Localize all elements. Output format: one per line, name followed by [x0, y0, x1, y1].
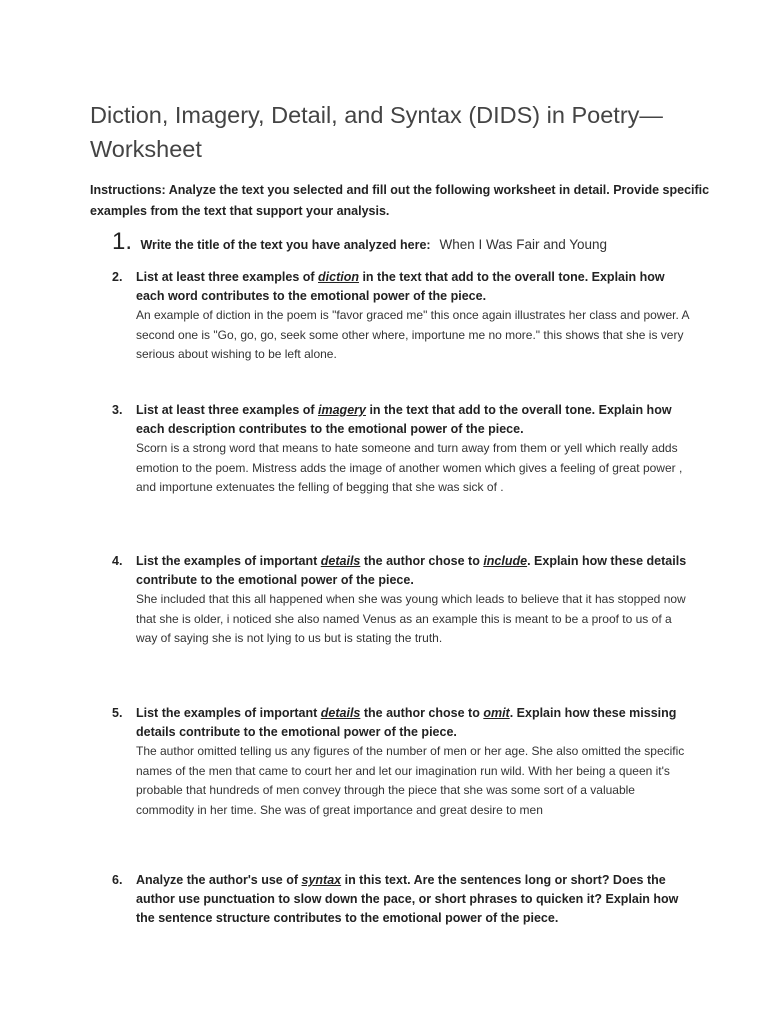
- prompt-text: the author chose to: [360, 706, 484, 720]
- question-2: [112, 268, 692, 365]
- question-number: 3.: [112, 403, 123, 417]
- question-1: [112, 228, 732, 256]
- term-diction: diction: [318, 270, 359, 284]
- prompt-text: List at least three examples of: [136, 403, 319, 417]
- prompt-text: in the text that add to the overall tone. Explain how each description contributes to the emotional power of the piece.: [136, 403, 672, 436]
- term-include: include: [483, 554, 528, 568]
- prompt-text: . Explain how these missing details contribute to the emotional power of the piece.: [136, 706, 677, 739]
- question-3: [112, 401, 692, 498]
- prompt-text: List at least three examples of: [136, 270, 319, 284]
- answer-text: Scorn is a strong word that means to hate someone and turn away from them or yell which really adds emotion to the poem. Mistress adds the image of another women which gives a feeling of great power , and importune extenuates the felling of begging that she was sick of .: [136, 441, 683, 494]
- question-prompt: [136, 704, 692, 742]
- question-6: [112, 871, 692, 928]
- question-5: [112, 704, 692, 820]
- prompt-text: List the examples of important: [136, 706, 321, 720]
- answer-text: When I Was Fair and Young: [439, 237, 608, 252]
- prompt-text: List the examples of important: [136, 554, 321, 568]
- term-imagery: imagery: [318, 403, 366, 417]
- question-prompt: Write the title of the text you have analyzed here: [140, 238, 427, 252]
- page-title: Diction, Imagery, Detail, and Syntax (DIDS) in Poetry—Worksheet: [90, 102, 663, 162]
- question-4: [112, 552, 692, 649]
- question-prompt: [136, 552, 692, 590]
- prompt-text: in this text. Are the sentences long or short? Does the author use punctuation to slow down the pace, or short phrases to quicken it? Explain how the sentence structure contributes to the emotional power of the piece.: [136, 873, 679, 925]
- question-number: 6.: [112, 873, 123, 887]
- prompt-text: in the text that add to the overall tone. Explain how each word contributes to the emotional power of the piece.: [136, 270, 665, 303]
- answer-text: An example of diction in the poem is "favor graced me" this once again illustrates her class and power. A second one is "Go, go, go, seek some other where, importune me no more." this shows that she is very serious about wishing to be left alone.: [136, 308, 689, 361]
- answer-text: She included that this all happened when she was young which leads to believe that it has stopped now that she is older, i noticed she also named Venus as an example this is meant to be a proof to us of a way of saying she is not lying to us but is stating the truth.: [136, 592, 686, 645]
- answer-text: The author omitted telling us any figures of the number of men or her age. She also omitted the specific names of the men that came to court her and let our imagination run wild. With her being a queen it's probable that hundreds of men convey through the piece that she was some sort of a valuable commodity in her time. She was of great importance and great desire to men: [136, 744, 685, 817]
- question-prompt: [136, 871, 692, 928]
- term-omit: omit: [483, 706, 510, 720]
- prompt-colon: :: [426, 238, 431, 252]
- prompt-text: . Explain how these details contribute to the emotional power of the piece.: [136, 554, 687, 587]
- question-number: 4.: [112, 554, 123, 568]
- term-details: details: [320, 706, 361, 720]
- question-number: 5.: [112, 706, 123, 720]
- question-prompt: [136, 401, 692, 439]
- instructions: Instructions: Analyze the text you selected and fill out the following worksheet in detail. Provide specific examples from the text that support your analysis.: [90, 183, 710, 218]
- question-number: 1.: [112, 228, 133, 255]
- prompt-text: Analyze the author's use of: [136, 873, 302, 887]
- term-details: details: [320, 554, 361, 568]
- question-number: 2.: [112, 270, 123, 284]
- question-prompt: [136, 268, 692, 306]
- term-syntax: syntax: [301, 873, 342, 887]
- prompt-text: the author chose to: [360, 554, 484, 568]
